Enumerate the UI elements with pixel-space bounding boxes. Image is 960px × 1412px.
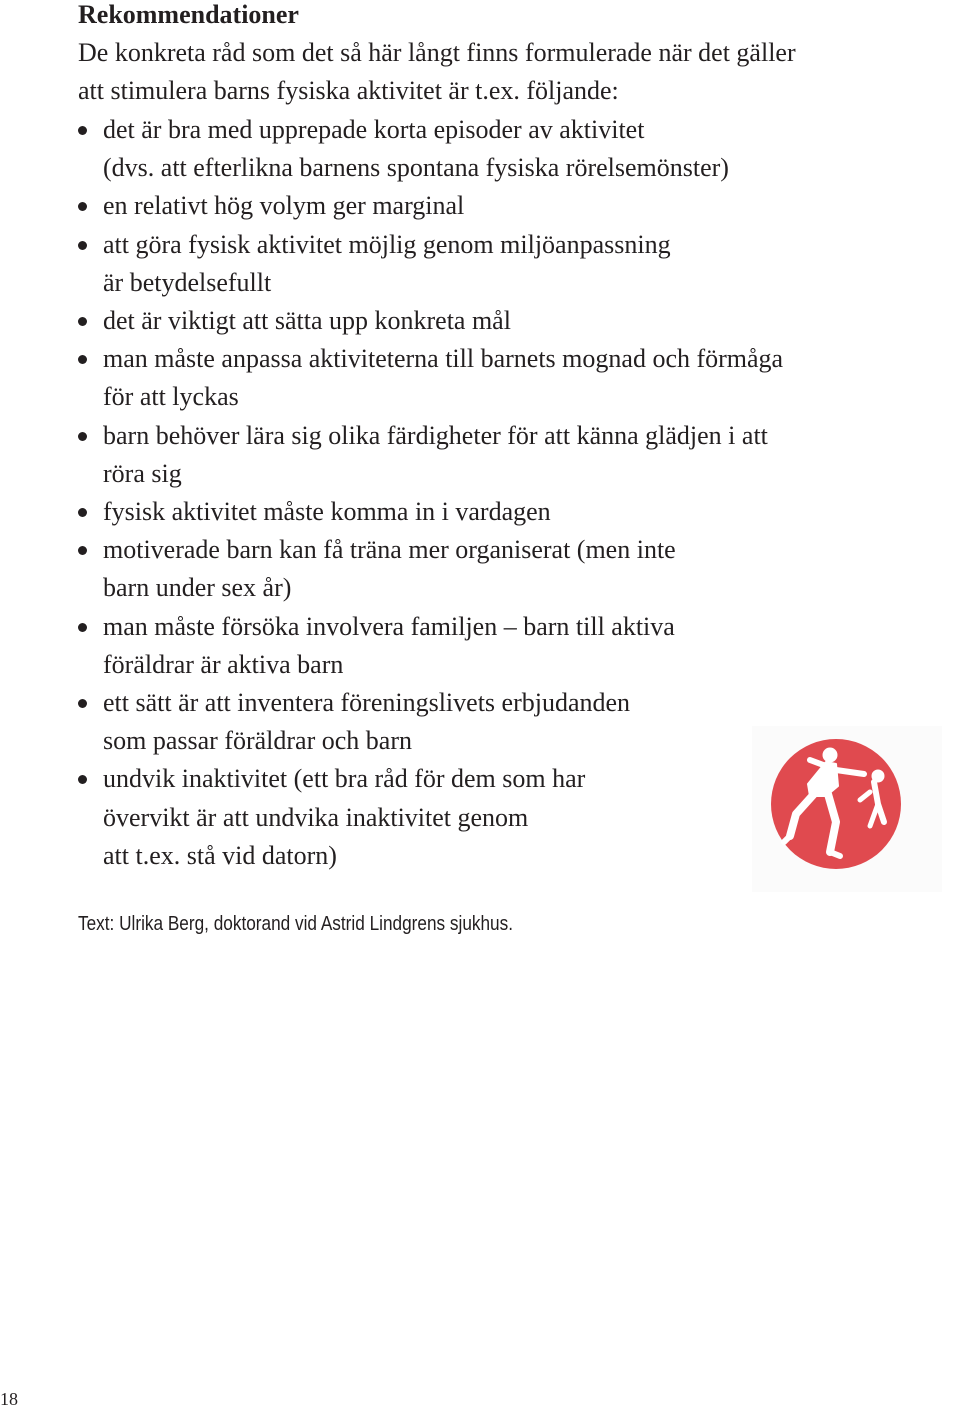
list-item-text: röra sig [103, 458, 182, 488]
list-item-text: barn behöver lära sig olika färdigheter för att känna glädjen i att [103, 420, 768, 450]
list-item-text: ett sätt är att inventera föreningslivets erbjudanden [103, 688, 631, 718]
list-item [78, 531, 958, 607]
list-item [78, 608, 958, 684]
list-item [78, 417, 958, 493]
list-item-text: undvik inaktivitet (ett bra råd för dem som har [103, 764, 586, 794]
bullet-icon [78, 508, 87, 517]
list-item [78, 302, 958, 340]
list-item-text: det är bra med upprepade korta episoder av aktivitet [103, 115, 645, 144]
bullet-icon [78, 241, 87, 250]
list-item-text: är betydelsefullt [103, 267, 272, 297]
list-item [78, 226, 958, 302]
bullet-icon [78, 317, 87, 326]
logo [752, 726, 942, 892]
list-item [78, 111, 958, 187]
list-item-text: övervikt är att undvika inaktivitet genom [103, 802, 529, 832]
bullet-icon [78, 126, 87, 135]
list-item-text: det är viktigt att sätta upp konkreta mål [103, 306, 511, 336]
list-item-text: att t.ex. stå vid datorn) [103, 840, 337, 870]
list-item-text: för att lyckas [103, 382, 239, 412]
list-item-text: barn under sex år) [103, 573, 292, 603]
list-item-text: fysisk aktivitet måste komma in i vardagen [103, 497, 551, 527]
bullet-icon [78, 546, 87, 555]
bullet-icon [78, 432, 87, 441]
list-item-text: en relativt hög volym ger marginal [103, 191, 465, 221]
list-item-text: man måste anpassa aktiviteterna till barnets mognad och förmåga [103, 344, 784, 374]
bullet-icon [78, 699, 87, 708]
intro-line: De konkreta råd som det så här långt finns formulerade när det gäller [78, 38, 796, 67]
list-item [78, 187, 958, 225]
list-item-text: man måste försöka involvera familjen – barn till aktiva [103, 611, 675, 641]
list-item-text: föräldrar är aktiva barn [103, 649, 344, 679]
intro-paragraph [78, 34, 960, 110]
cartwheeling-child-icon [766, 734, 906, 874]
bullet-icon [78, 775, 87, 784]
bullet-icon [78, 623, 87, 632]
intro-line: att stimulera barns fysiska aktivitet är t.ex. följande: [78, 76, 619, 106]
list-item-text: (dvs. att efterlikna barnens spontana fysiska rörelsemönster) [103, 153, 729, 183]
list-item-text: att göra fysisk aktivitet möjlig genom miljöanpassning [103, 229, 671, 259]
section-heading: Rekommendationer [78, 0, 299, 29]
bullet-icon [78, 355, 87, 364]
list-item [78, 340, 958, 416]
bullet-icon [78, 202, 87, 211]
page-number: 18 [0, 1389, 18, 1409]
list-item [78, 493, 958, 531]
list-item-text: som passar föräldrar och barn [103, 726, 412, 756]
author-credit: Text: Ulrika Berg, doktorand vid Astrid Lindgrens sjukhus. [78, 913, 513, 935]
list-item-text: motiverade barn kan få träna mer organiserat (men inte [103, 535, 676, 565]
